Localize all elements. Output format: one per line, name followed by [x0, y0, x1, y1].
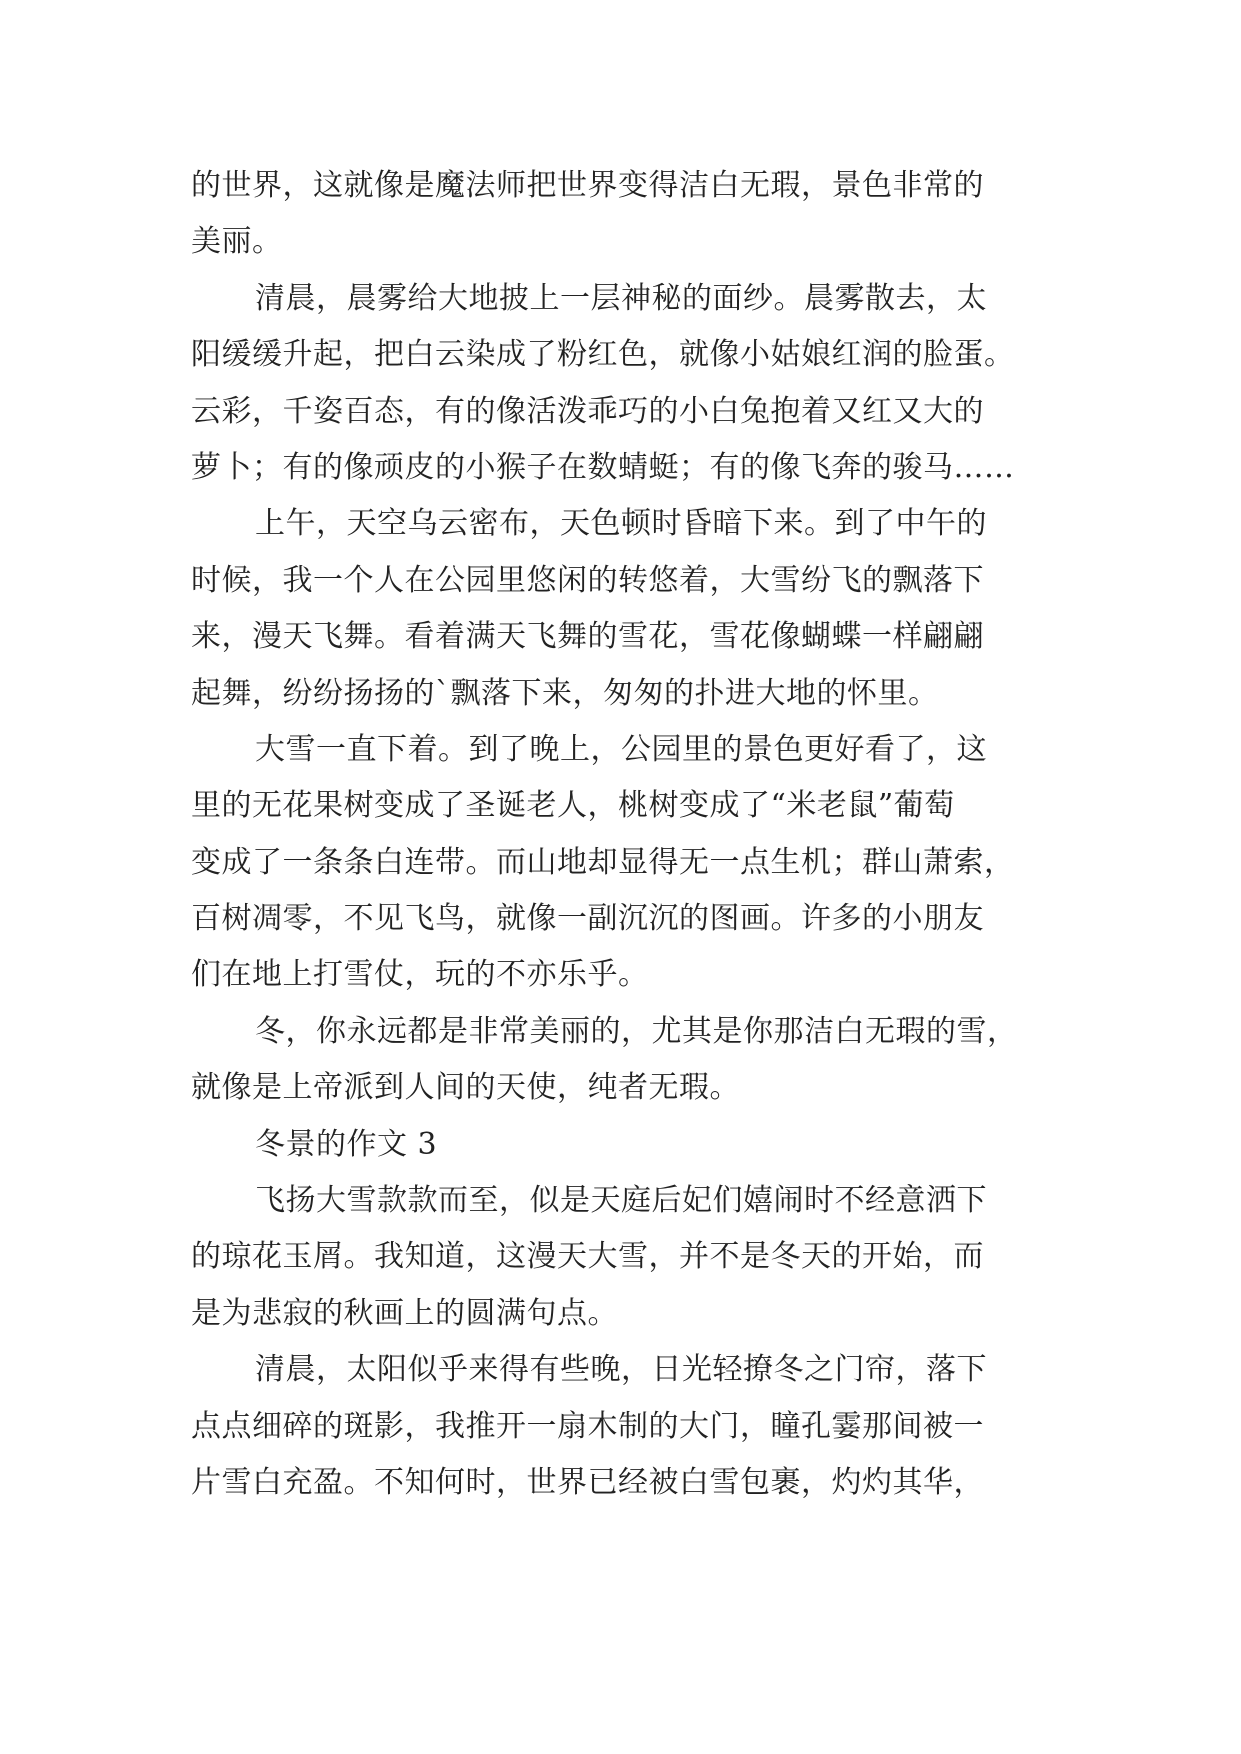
text-line: 阳缓缓升起，把白云染成了粉红色，就像小姑娘红润的脸蛋。	[191, 337, 1015, 373]
text-line: 里的无花果树变成了圣诞老人，桃树变成了“米老鼠”葡萄	[191, 788, 955, 824]
paragraph-start-line: 大雪一直下着。到了晚上，公园里的景色更好看了，这	[255, 731, 987, 767]
text-line: 的琼花玉屑。我知道，这漫天大雪，并不是冬天的开始，而	[191, 1239, 984, 1275]
text-line: 就像是上帝派到人间的天使，纯者无瑕。	[191, 1070, 740, 1106]
text-line: 百树凋零，不见飞鸟，就像一副沉沉的图画。许多的小朋友	[191, 901, 984, 937]
paragraph-start-line: 清晨，太阳似乎来得有些晚，日光轻撩冬之门帘，落下	[255, 1352, 987, 1388]
text-line: 变成了一条条白连带。而山地却显得无一点生机；群山萧索，	[191, 844, 1015, 880]
paragraph-start-line: 冬，你永远都是非常美丽的，尤其是你那洁白无瑕的雪，	[255, 1013, 1018, 1049]
text-line: 美丽。	[191, 224, 283, 260]
paragraph-start-line: 上午，天空乌云密布，天色顿时昏暗下来。到了中午的	[255, 506, 987, 542]
paragraph-start-line: 清晨，晨雾给大地披上一层神秘的面纱。晨雾散去，太	[255, 280, 987, 316]
text-line: 片雪白充盈。不知何时，世界已经被白雪包裹，灼灼其华，	[191, 1464, 984, 1500]
text-line: 萝卜；有的像顽皮的小猴子在数蜻蜓；有的像飞奔的骏马……	[191, 449, 1015, 485]
text-line: 点点细碎的斑影，我推开一扇木制的大门，瞳孔霎那间被一	[191, 1408, 984, 1444]
text-line: 是为悲寂的秋画上的圆满句点。	[191, 1295, 618, 1331]
section-heading: 冬景的作文 3	[255, 1126, 438, 1162]
text-line: 的世界，这就像是魔法师把世界变得洁白无瑕，景色非常的	[191, 168, 984, 203]
text-line: 来，漫天飞舞。看着满天飞舞的雪花，雪花像蝴蝶一样翩翩	[191, 619, 984, 655]
essay-body	[191, 158, 1049, 1511]
text-line: 们在地上打雪仗，玩的不亦乐乎。	[191, 957, 649, 993]
paragraph-start-line: 飞扬大雪款款而至，似是天庭后妃们嬉闹时不经意洒下	[255, 1183, 987, 1219]
text-line: 云彩，千姿百态，有的像活泼乖巧的小白兔抱着又红又大的	[191, 393, 984, 429]
text-line: 起舞，纷纷扬扬的`飘落下来，匆匆的扑进大地的怀里。	[191, 675, 939, 711]
text-line: 时候，我一个人在公园里悠闲的转悠着，大雪纷飞的飘落下	[191, 562, 984, 598]
